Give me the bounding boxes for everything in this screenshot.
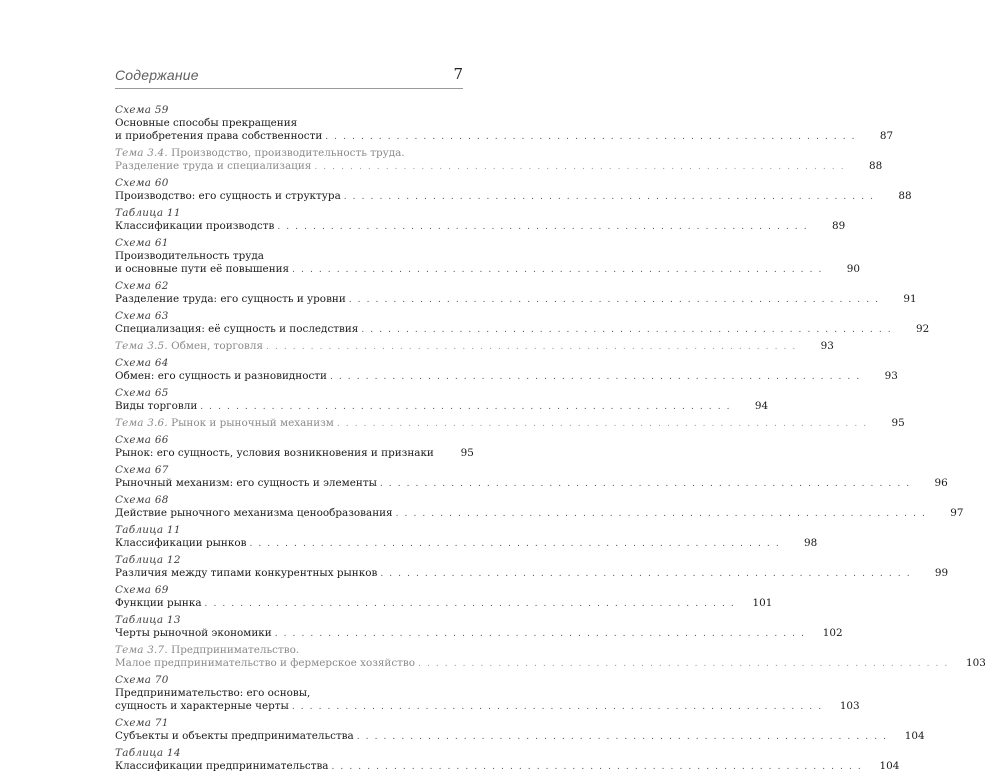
entry-title-text: Производство: его сущность и структура	[115, 190, 341, 202]
dot-leader: . . . . . . . . . . . . . . . . . . . . . . . . . . . . . . . . . . . . . . . . . . . . . . . . . . . . . . . . . . . .	[314, 162, 846, 172]
entry-title-text: Обмен, торговля	[171, 340, 264, 352]
entry-line	[115, 263, 860, 276]
entry-line	[115, 567, 949, 580]
entry-page-number: 103	[966, 657, 986, 669]
entry-label: Таблица 14	[115, 747, 181, 759]
entry-title	[115, 507, 393, 520]
entry-line	[115, 147, 463, 160]
entry-title-text: Виды торговли	[115, 400, 198, 412]
entry-title-text: Рынок и рыночный механизм	[171, 417, 334, 429]
entry-title	[115, 160, 311, 173]
toc-entry[interactable]	[115, 357, 898, 383]
toc-entry[interactable]	[115, 524, 818, 550]
toc-entry[interactable]	[115, 177, 912, 203]
dot-leader: . . . . . . . . . . . . . . . . . . . . . . . . . . . . . . . . . . . . . . . . . . . . . . . . . . . . . . . . . . . .	[329, 372, 861, 382]
entry-title	[115, 447, 434, 460]
toc-entry[interactable]	[115, 237, 860, 276]
toc-theme-entry[interactable]	[115, 644, 986, 670]
dot-leader: . . . . . . . . . . . . . . . . . . . . . . . . . . . . . . . . . . . . . . . . . . . . . . . . . . . . . . . . . . . .	[361, 325, 893, 335]
header-rule	[115, 88, 463, 89]
entry-line	[115, 730, 925, 743]
entry-title-text: Производство, производительность труда.	[171, 147, 405, 159]
entry-label: Схема 71	[115, 717, 169, 729]
toc-entry[interactable]	[115, 674, 860, 713]
entry-page-number: 99	[934, 567, 949, 579]
entry-title-text: Классификации предпринимательства	[115, 760, 329, 772]
entry-label: Схема 59	[115, 104, 169, 116]
dot-leader: . . . . . . . . . . . . . . . . . . . . . . . . . . . . . . . . . . . . . . . . . . . . . . . . . . . . . . . . . . . .	[200, 402, 732, 412]
entry-page-number: 91	[903, 293, 917, 305]
toc-entry[interactable]	[115, 747, 900, 773]
entry-page-number: 103	[839, 700, 860, 712]
entry-line	[115, 507, 964, 520]
dot-leader: . . . . . . . . . . . . . . . . . . . . . . . . . . . . . . . . . . . . . . . . . . . . . . . . . . . . . . . . . . . .	[380, 569, 912, 579]
entry-title	[115, 323, 358, 336]
entry-title	[115, 627, 272, 640]
entry-title	[115, 220, 274, 233]
entry-page-number: 104	[904, 730, 925, 742]
entry-label: Схема 68	[115, 494, 169, 506]
entry-title-text: Рынок: его сущность, условия возникновения и признаки	[115, 447, 434, 459]
entry-title-text: Классификации рынков	[115, 537, 247, 549]
theme-number: Тема 3.4.	[115, 147, 168, 159]
entry-line	[115, 370, 898, 383]
entry-title	[115, 263, 289, 276]
entry-line	[115, 700, 860, 713]
entry-title-text: Основные способы прекращения	[115, 117, 298, 129]
theme-number: Тема 3.7.	[115, 644, 168, 656]
entry-line	[115, 250, 463, 263]
entry-line	[115, 340, 834, 353]
entry-line	[115, 644, 463, 657]
table-of-contents	[115, 104, 986, 773]
entry-title	[115, 597, 202, 610]
entry-title	[115, 293, 346, 306]
entry-label: Таблица 12	[115, 554, 181, 566]
entry-title-text: Различия между типами конкурентных рынков	[115, 567, 378, 579]
entry-title	[115, 147, 405, 159]
entry-title-text: Рыночный механизм: его сущность и элементы	[115, 477, 377, 489]
entry-line	[115, 657, 986, 670]
entry-title-text: Предпринимательство: его основы,	[115, 687, 311, 699]
entry-page-number: 95	[460, 447, 474, 459]
dot-leader: . . . . . . . . . . . . . . . . . . . . . . . . . . . . . . . . . . . . . . . . . . . . . . . . . . . . . . . . . . . .	[266, 342, 797, 352]
entry-title-text: Специализация: её сущность и последствия	[115, 323, 359, 335]
entry-title-text: Классификации производств	[115, 220, 275, 232]
entry-page-number: 92	[915, 323, 930, 335]
toc-entry[interactable]	[115, 494, 964, 520]
entry-title	[115, 537, 246, 550]
entry-title-text: и приобретения права собственности	[115, 130, 323, 142]
toc-entry[interactable]	[115, 464, 948, 490]
toc-entry[interactable]	[115, 584, 773, 610]
entry-title	[115, 340, 263, 353]
toc-theme-entry[interactable]	[115, 340, 834, 353]
entry-line	[115, 160, 883, 173]
entry-page-number: 94	[754, 400, 769, 412]
entry-label: Схема 67	[115, 464, 169, 476]
entry-title-text: Предпринимательство.	[171, 644, 300, 656]
entry-line	[115, 293, 917, 306]
entry-title	[115, 117, 297, 129]
entry-label: Таблица 11	[115, 524, 181, 536]
entry-title-text: Функции рынка	[115, 597, 202, 609]
entry-label: Схема 62	[115, 280, 169, 292]
entry-label: Схема 63	[115, 310, 169, 322]
entry-title	[115, 250, 264, 262]
entry-title	[115, 477, 377, 490]
dot-leader: . . . . . . . . . . . . . . . . . . . . . . . . . . . . . . . . . . . . . . . . . . . . . . . . . . . . . . . . . . . .	[291, 702, 823, 712]
dot-leader: . . . . . . . . . . . . . . . . . . . . . . . . . . . . . . . . . . . . . . . . . . . . . . . . . . . . . . . . . . . .	[348, 295, 880, 305]
entry-line	[115, 760, 900, 773]
entry-title-text: Черты рыночной экономики	[115, 627, 272, 639]
entry-label: Схема 60	[115, 177, 169, 189]
entry-line	[115, 117, 463, 130]
entry-title-text: Субъекты и объекты предпринимательства	[115, 730, 354, 742]
entry-line	[115, 627, 843, 640]
entry-page-number: 98	[804, 537, 818, 549]
dot-leader: . . . . . . . . . . . . . . . . . . . . . . . . . . . . . . . . . . . . . . . . . . . . . . . . . . . . . . . . . . . .	[336, 419, 868, 429]
entry-title	[115, 644, 299, 656]
entry-line	[115, 323, 930, 336]
toc-entry[interactable]	[115, 104, 894, 143]
entry-title-text: сущность и характерные черты	[115, 700, 289, 712]
theme-number: Тема 3.5.	[115, 340, 168, 352]
entry-title-text: Разделение труда и специализация	[115, 160, 312, 172]
running-header	[115, 67, 463, 87]
entry-line	[115, 537, 818, 550]
entry-title-text: Производительность труда	[115, 250, 264, 262]
dot-leader: . . . . . . . . . . . . . . . . . . . . . . . . . . . . . . . . . . . . . . . . . . . . . . . . . . . . . . . . . . . .	[379, 479, 911, 489]
dot-leader: . . . . . . . . . . . . . . . . . . . . . . . . . . . . . . . . . . . . . . . . . . . . . . . . . . . . . . . . . . . .	[277, 222, 809, 232]
dot-leader: . . . . . . . . . . . . . . . . . . . . . . . . . . . . . . . . . . . . . . . . . . . . . . . . . . . . . . . . . . . .	[204, 599, 736, 609]
entry-title	[115, 190, 341, 203]
entry-line	[115, 220, 846, 233]
toc-theme-entry[interactable]	[115, 417, 905, 430]
entry-title-text: и основные пути её повышения	[115, 263, 290, 275]
entry-label: Таблица 13	[115, 614, 181, 626]
entry-line	[115, 400, 769, 413]
toc-entry[interactable]	[115, 554, 949, 580]
toc-entry[interactable]	[115, 310, 930, 336]
entry-label: Схема 61	[115, 237, 169, 249]
entry-label: Схема 69	[115, 584, 169, 596]
toc-entry[interactable]	[115, 614, 843, 640]
entry-title-text: Обмен: его сущность и разновидности	[115, 370, 327, 382]
toc-entry[interactable]	[115, 387, 769, 413]
entry-page-number: 101	[752, 597, 773, 609]
page-number: 7	[453, 65, 463, 83]
toc-entry[interactable]	[115, 434, 474, 460]
toc-entry[interactable]	[115, 280, 917, 306]
entry-page-number: 88	[868, 160, 883, 172]
toc-entry[interactable]	[115, 207, 846, 233]
entry-title-text: Разделение труда: его сущность и уровни	[115, 293, 346, 305]
entry-line	[115, 190, 912, 203]
running-header-title: Содержание	[115, 67, 199, 83]
entry-line	[115, 417, 905, 430]
entry-title	[115, 417, 334, 430]
dot-leader: . . . . . . . . . . . . . . . . . . . . . . . . . . . . . . . . . . . . . . . . . . . . . . . . . . . . . . . . . . . .	[418, 659, 949, 669]
entry-line	[115, 477, 948, 490]
entry-title	[115, 700, 289, 713]
entry-title-text: Действие рыночного механизма ценообразования	[115, 507, 393, 519]
entry-line	[115, 687, 463, 700]
entry-label: Таблица 11	[115, 207, 181, 219]
dot-leader: . . . . . . . . . . . . . . . . . . . . . . . . . . . . . . . . . . . . . . . . . . . . . . . . . . . . . . . . . . . .	[292, 265, 823, 275]
dot-leader: . . . . . . . . . . . . . . . . . . . . . . . . . . . . . . . . . . . . . . . . . . . . . . . . . . . . . . . . . . . .	[331, 762, 863, 772]
toc-theme-entry[interactable]	[115, 147, 883, 173]
entry-title	[115, 760, 329, 773]
entry-label: Схема 70	[115, 674, 169, 686]
dot-leader: . . . . . . . . . . . . . . . . . . . . . . . . . . . . . . . . . . . . . . . . . . . . . . . . . . . . . . . . . . . .	[249, 539, 781, 549]
dot-leader: . . . . . . . . . . . . . . . . . . . . . . . . . . . . . . . . . . . . . . . . . . . . . . . . . . . . . . . . . . . .	[274, 629, 806, 639]
entry-title	[115, 657, 415, 670]
entry-page-number: 93	[820, 340, 834, 352]
entry-page-number: 97	[950, 507, 964, 519]
entry-label: Схема 66	[115, 434, 169, 446]
entry-page-number: 102	[822, 627, 843, 639]
entry-title	[115, 567, 377, 580]
entry-line	[115, 130, 894, 143]
entry-title	[115, 130, 322, 143]
entry-page-number: 88	[898, 190, 912, 202]
entry-page-number: 89	[831, 220, 846, 232]
dot-leader: . . . . . . . . . . . . . . . . . . . . . . . . . . . . . . . . . . . . . . . . . . . . . . . . . . . . . . . . . . . .	[356, 732, 888, 742]
entry-title	[115, 400, 197, 413]
toc-entry[interactable]	[115, 717, 925, 743]
dot-leader: . . . . . . . . . . . . . . . . . . . . . . . . . . . . . . . . . . . . . . . . . . . . . . . . . . . . . . . . . . . .	[325, 132, 857, 142]
entry-page-number: 90	[846, 263, 860, 275]
entry-line	[115, 597, 773, 610]
entry-title	[115, 370, 327, 383]
entry-page-number: 96	[934, 477, 948, 489]
entry-label: Схема 65	[115, 387, 169, 399]
dot-leader: . . . . . . . . . . . . . . . . . . . . . . . . . . . . . . . . . . . . . . . . . . . . . . . . . . . . . . . . . . . .	[395, 509, 927, 519]
entry-page-number: 104	[879, 760, 900, 772]
entry-line	[115, 447, 474, 460]
entry-page-number: 93	[884, 370, 898, 382]
theme-number: Тема 3.6.	[115, 417, 168, 429]
entry-title	[115, 730, 354, 743]
entry-title	[115, 687, 310, 699]
entry-page-number: 95	[891, 417, 905, 429]
dot-leader: . . . . . . . . . . . . . . . . . . . . . . . . . . . . . . . . . . . . . . . . . . . . . . . . . . . . . . . . . . . .	[343, 192, 875, 202]
entry-title-text: Малое предпринимательство и фермерское хозяйство	[115, 657, 416, 669]
entry-page-number: 87	[879, 130, 894, 142]
entry-label: Схема 64	[115, 357, 169, 369]
